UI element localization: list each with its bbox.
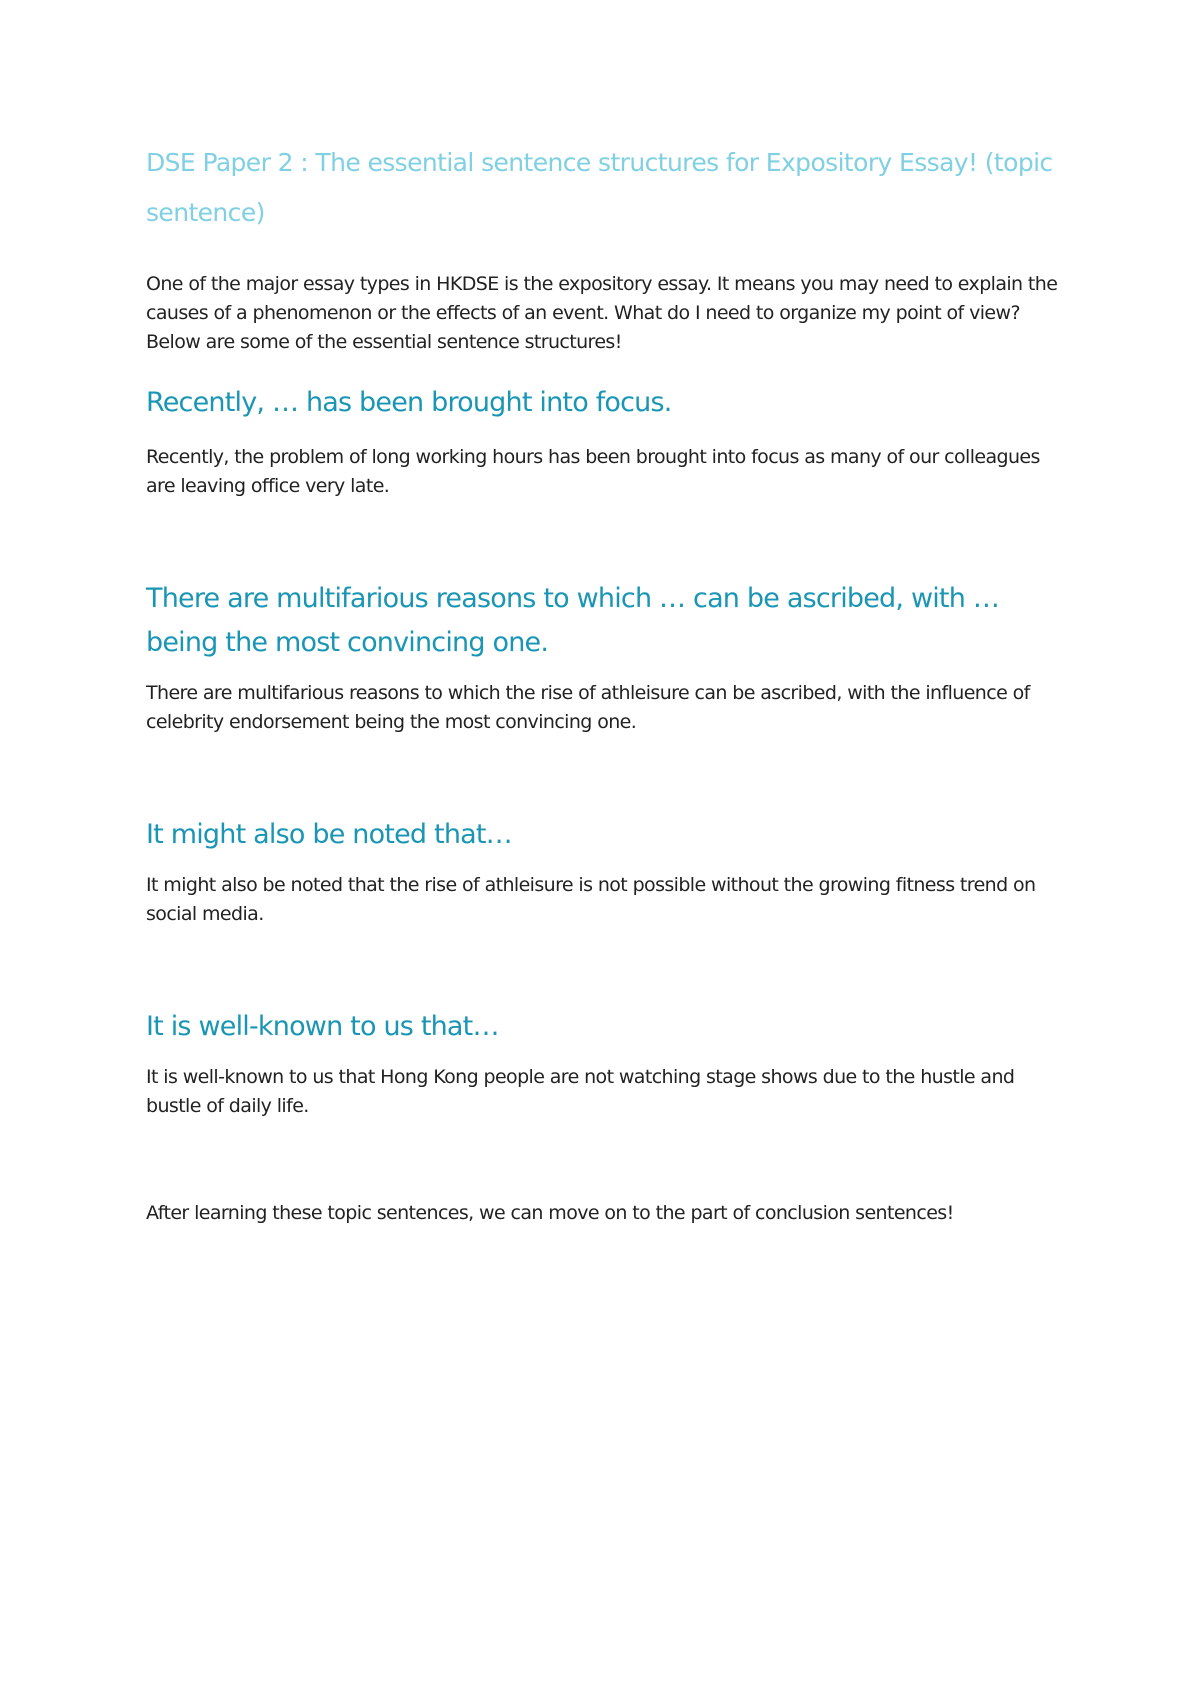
- section-heading-might-also-be-noted: It might also be noted that…: [146, 819, 512, 850]
- section-heading-recently: Recently, … has been brought into focus.: [146, 387, 672, 418]
- section-example-might-also-be-noted: It might also be noted that the rise of athleisure is not possible without the growing fitness trend on social media.: [146, 874, 1036, 925]
- intro-paragraph: One of the major essay types in HKDSE is the expository essay. It means you may need to explain the causes of a phenomenon or the effects of an event. What do I need to organize my point of view? Below are some of the essential sentence structures!: [146, 273, 1058, 353]
- section-example-recently: Recently, the problem of long working hours has been brought into focus as many of our colleagues are leaving office very late.: [146, 446, 1040, 497]
- document-page: [146, 138, 1066, 1228]
- section-heading-multifarious-reasons: There are multifarious reasons to which … can be ascribed, with … being the most convincing one.: [146, 583, 1000, 658]
- closing-paragraph: After learning these topic sentences, we can move on to the part of conclusion sentences!: [146, 1202, 954, 1224]
- document-title: DSE Paper 2 : The essential sentence structures for Expository Essay! (topic sentence): [146, 148, 1053, 227]
- section-example-well-known: It is well-known to us that Hong Kong people are not watching stage shows due to the hustle and bustle of daily life.: [146, 1066, 1015, 1117]
- section-heading-well-known: It is well-known to us that…: [146, 1011, 499, 1042]
- section-example-multifarious-reasons: There are multifarious reasons to which the rise of athleisure can be ascribed, with the influence of celebrity endorsement being the most convincing one.: [146, 682, 1030, 733]
